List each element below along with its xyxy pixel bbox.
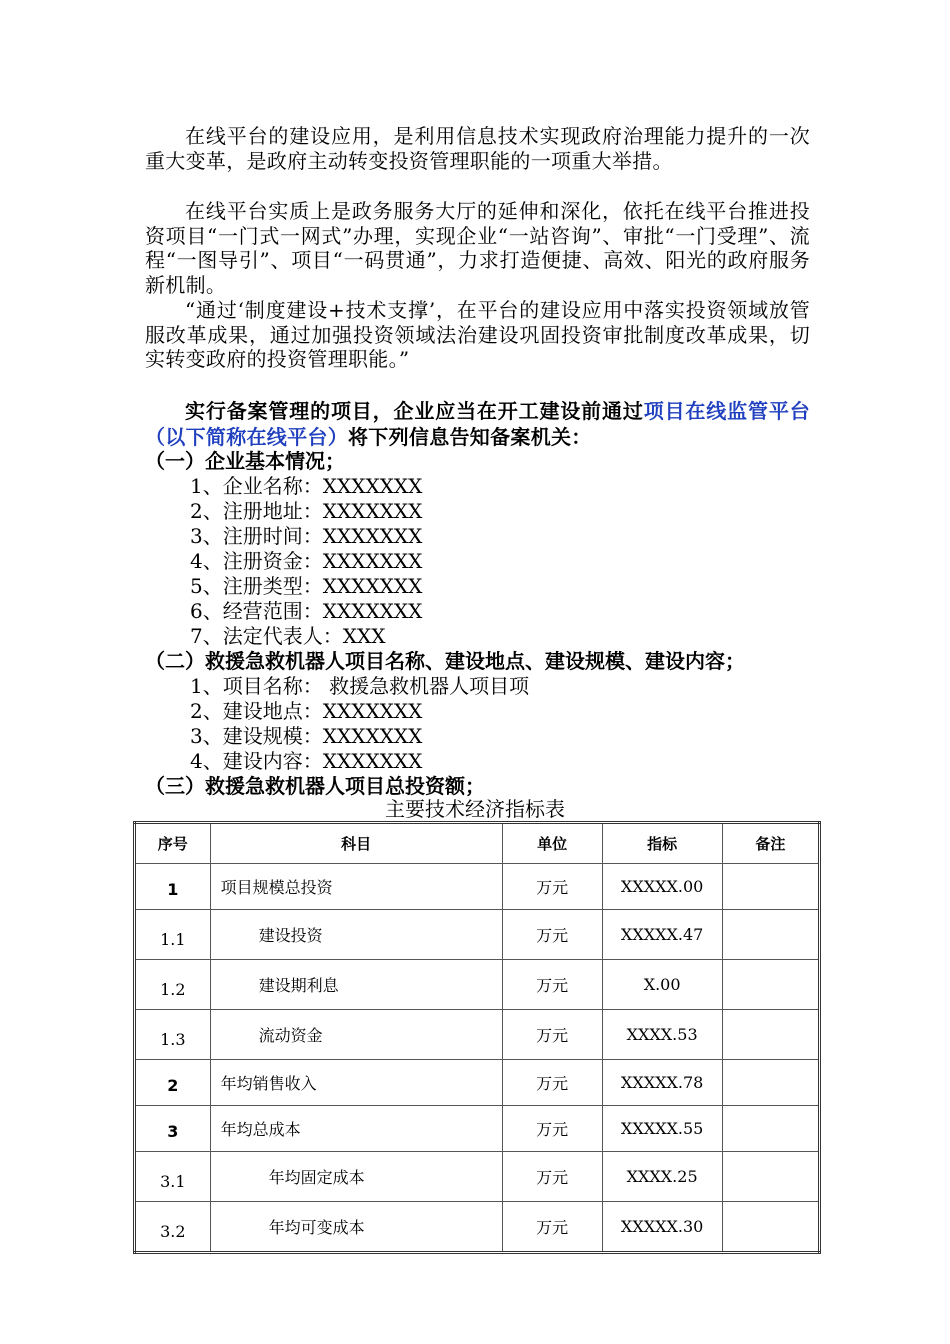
row-indicator: XXXXX.78 [602, 1060, 722, 1106]
row-number: 1 [135, 864, 211, 910]
list-item: 2、注册地址：XXXXXXX [190, 499, 423, 523]
row-remark [722, 910, 819, 960]
list-item: 4、建设内容：XXXXXXX [190, 749, 423, 773]
list-item: 7、法定代表人：XXX [190, 624, 386, 648]
row-subject: 年均总成本 [210, 1106, 502, 1152]
row-unit: 万元 [502, 1106, 602, 1152]
row-subject: 流动资金 [210, 1010, 502, 1060]
row-remark [722, 1106, 819, 1152]
row-subject: 年均可变成本 [210, 1202, 502, 1253]
row-subject: 建设期利息 [210, 960, 502, 1010]
table-row [135, 960, 820, 1010]
intro-paragraph-3: “通过‘制度建设+技术支撑’，在平台的建设应用中落实投资领域放管服改革成果，通过加强投资领域法治建设巩固投资审批制度改革成果，切实转变政府的投资管理职能。” [145, 298, 810, 371]
list-item: 4、注册资金：XXXXXXX [190, 549, 423, 573]
row-remark [722, 864, 819, 910]
table-row [135, 1106, 820, 1152]
row-indicator: XXXXX.47 [602, 910, 722, 960]
column-header-remark: 备注 [722, 823, 819, 864]
filing-paragraph [145, 398, 810, 450]
column-header-no: 序号 [135, 823, 211, 864]
online-platform-link[interactable]: 项目在线监管平台（以下简称在线平台） [145, 399, 810, 449]
column-header-unit: 单位 [502, 823, 602, 864]
list-item: 1、项目名称： 救援急救机器人项目项 [190, 674, 530, 698]
row-indicator: XXXXX.30 [602, 1202, 722, 1253]
filing-text-pre: 实行备案管理的项目，企业应当在开工建设前通过 [185, 399, 644, 423]
list-item: 1、企业名称：XXXXXXX [190, 474, 423, 498]
row-unit: 万元 [502, 960, 602, 1010]
row-subject: 项目规模总投资 [210, 864, 502, 910]
list-item: 5、注册类型：XXXXXXX [190, 574, 423, 598]
table-title: 主要技术经济指标表 [385, 797, 565, 821]
row-indicator: X.00 [602, 960, 722, 1010]
row-remark [722, 1010, 819, 1060]
table-row [135, 864, 820, 910]
row-number: 1.2 [135, 960, 211, 1010]
table-row [135, 1060, 820, 1106]
intro-paragraph-2: 在线平台实质上是政务服务大厅的延伸和深化，依托在线平台推进投资项目“一门式一网式”办理，实现企业“一站咨询”、审批“一门受理”、流程“一图导引”、项目“一码贯通”，力求打造便捷、高效、阳光的政府服务新机制。 [145, 199, 810, 297]
row-number: 1.3 [135, 1010, 211, 1060]
row-unit: 万元 [502, 1010, 602, 1060]
row-number: 3.1 [135, 1152, 211, 1202]
row-number: 1.1 [135, 910, 211, 960]
row-remark [722, 1060, 819, 1106]
row-remark [722, 1152, 819, 1202]
row-indicator: XXXX.53 [602, 1010, 722, 1060]
tech-economic-indicator-table [133, 821, 821, 1254]
row-unit: 万元 [502, 1060, 602, 1106]
row-remark [722, 960, 819, 1010]
row-unit: 万元 [502, 910, 602, 960]
section-2-heading: （二）救援急救机器人项目名称、建设地点、建设规模、建设内容； [145, 649, 745, 673]
table-header-row [135, 823, 820, 864]
row-unit: 万元 [502, 1152, 602, 1202]
filing-text-post: 将下列信息告知备案机关： [348, 425, 592, 449]
list-item: 6、经营范围：XXXXXXX [190, 599, 423, 623]
list-item: 3、建设规模：XXXXXXX [190, 724, 423, 748]
list-item: 2、建设地点：XXXXXXX [190, 699, 423, 723]
row-number: 3 [135, 1106, 211, 1152]
list-item: 3、注册时间：XXXXXXX [190, 524, 423, 548]
table-row [135, 1152, 820, 1202]
row-indicator: XXXX.25 [602, 1152, 722, 1202]
column-header-subject: 科目 [210, 823, 502, 864]
row-unit: 万元 [502, 864, 602, 910]
row-indicator: XXXXX.00 [602, 864, 722, 910]
row-subject: 年均销售收入 [210, 1060, 502, 1106]
row-subject: 年均固定成本 [210, 1152, 502, 1202]
column-header-indicator: 指标 [602, 823, 722, 864]
row-number: 2 [135, 1060, 211, 1106]
table-row [135, 1010, 820, 1060]
section-3-heading: （三）救援急救机器人项目总投资额； [145, 774, 485, 798]
intro-paragraph-1: 在线平台的建设应用，是利用信息技术实现政府治理能力提升的一次重大变革，是政府主动转变投资管理职能的一项重大举措。 [145, 124, 810, 173]
row-indicator: XXXXX.55 [602, 1106, 722, 1152]
section-1-heading: （一）企业基本情况； [145, 449, 345, 473]
row-unit: 万元 [502, 1202, 602, 1253]
row-subject: 建设投资 [210, 910, 502, 960]
row-remark [722, 1202, 819, 1253]
table-row [135, 1202, 820, 1253]
row-number: 3.2 [135, 1202, 211, 1253]
table-row [135, 910, 820, 960]
